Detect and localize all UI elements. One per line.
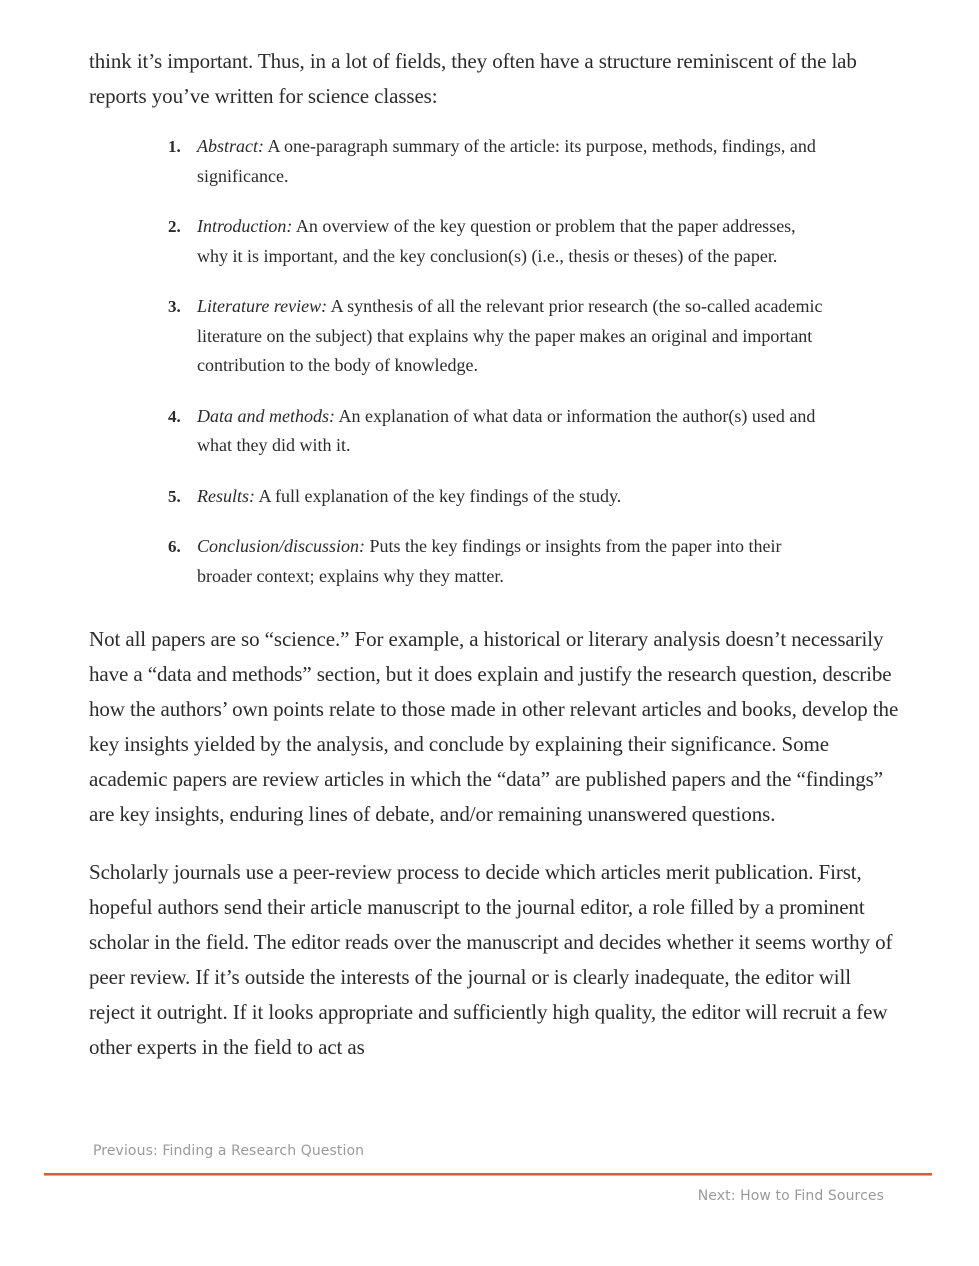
paragraph-peer-review: Scholarly journals use a peer-review process to decide which articles merit publication. First, hopeful authors send their article manuscript to the journal editor, a role filled by a prominent scholar in the field. The editor reads over the manuscript and decides whether it seems worthy of peer review. If it’s outside the interests of the journal or is clearly inadequate, the editor will reject it outright. If it looks appropriate and sufficiently high quality, the editor will recruit a few other experts in the field to act as <box>89 860 893 1059</box>
list-number: 1. <box>168 137 181 156</box>
list-term: Literature review: <box>197 296 328 316</box>
footer-divider <box>44 1173 932 1176</box>
list-item-introduction <box>168 212 827 271</box>
list-description: A synthesis of all the relevant prior research (the so-called academic literature on the subject) that explains why the paper makes an original and important contribution to the body of knowledge. <box>197 296 823 375</box>
next-chapter-link[interactable]: Next: How to Find Sources <box>697 1188 884 1204</box>
list-number: 6. <box>168 537 181 556</box>
list-item-abstract <box>168 132 827 191</box>
list-description: An overview of the key question or problem that the paper addresses, why it is important, and the key conclusion(s) (i.e., thesis or theses) of the paper. <box>197 216 796 266</box>
paper-sections-list <box>89 132 827 591</box>
list-item-literature-review <box>168 292 827 381</box>
list-number: 4. <box>168 406 181 426</box>
intro-paragraph: think it’s important. Thus, in a lot of fields, they often have a structure reminiscent of the lab reports you’ve written for science classes: <box>89 49 857 108</box>
list-description: A full explanation of the key findings of the study. <box>255 485 622 506</box>
list-number: 3. <box>168 297 181 316</box>
list-number: 2. <box>168 217 181 236</box>
list-term: Conclusion/discussion: <box>197 536 366 556</box>
list-item-results <box>168 482 827 512</box>
list-description: An explanation of what data or information the author(s) used and what they did with it. <box>197 405 816 455</box>
list-term: Data and methods: <box>197 405 335 426</box>
list-item-data-and-methods <box>168 402 827 461</box>
list-description: A one-paragraph summary of the article: its purpose, methods, findings, and significance. <box>197 136 816 186</box>
list-term: Results: <box>197 485 255 506</box>
paragraph-not-all-papers: Not all papers are so “science.” For example, a historical or literary analysis doesn’t necessarily have a “data and methods” section, but it does explain and justify the research question, describe how the authors’ own points relate to those made in other relevant articles and books, develop the key insights yielded by the analysis, and conclude by explaining their significance. Some academic papers are review articles in which the “data” are published papers and the “findings” are key insights, enduring lines of debate, and/or remaining unanswered questions. <box>89 627 899 826</box>
list-number: 5. <box>168 486 181 506</box>
article-content <box>89 44 899 1065</box>
list-description: Puts the key findings or insights from the paper into their broader context; explains why they matter. <box>197 536 782 586</box>
previous-chapter-link[interactable]: Previous: Finding a Research Question <box>93 1143 365 1159</box>
list-item-conclusion <box>168 532 827 591</box>
list-term: Abstract: <box>197 136 264 156</box>
list-term: Introduction: <box>197 216 293 236</box>
